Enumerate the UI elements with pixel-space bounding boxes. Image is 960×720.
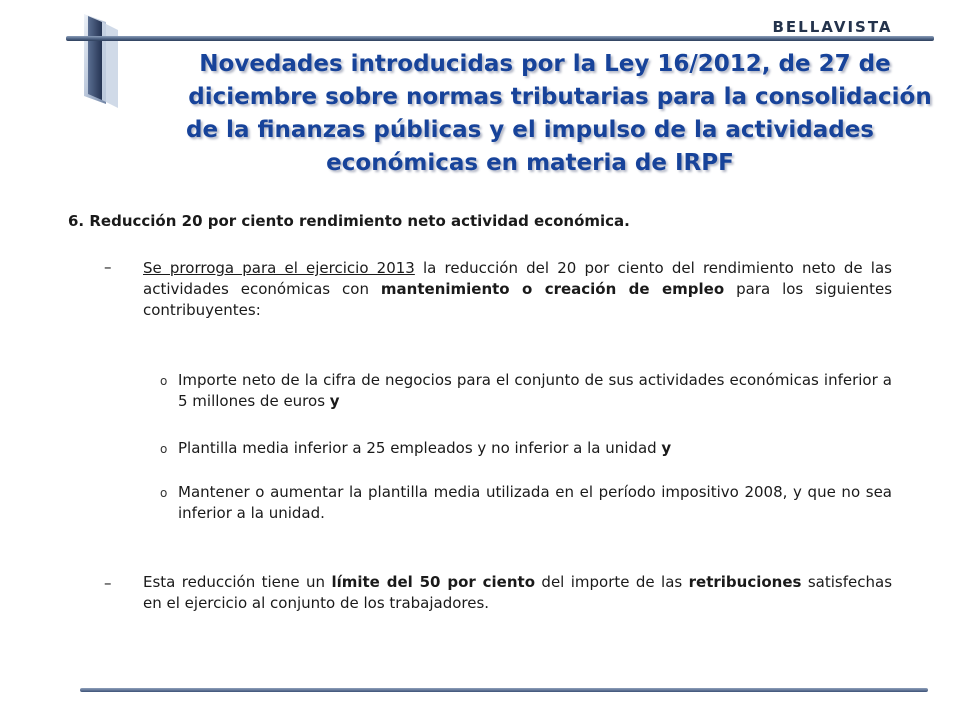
point-2-bold-b: retribuciones [688,573,802,591]
point-2-bold-a: límite del 50 por ciento [331,573,536,591]
circle-bullet-icon: o [160,374,168,388]
subitem-1 [178,370,892,412]
subitem-1-text: Importe neto de la cifra de negocios para el conjunto de sus actividades económicas inferior a 5 millones de euros [178,371,892,410]
point-1-paragraph [143,258,892,321]
point-1-underlined: Se prorroga para el ejercicio 2013 [143,259,415,277]
dash-bullet: – [104,258,112,276]
header-rule [66,36,934,41]
subitem-1-bold: y [329,392,340,410]
footer-rule [80,688,928,692]
dash-bullet: – [104,574,112,592]
subitem-2 [178,438,892,459]
point-2-paragraph [143,572,892,614]
point-2-text-a: Esta reducción tiene un [143,573,332,591]
circle-bullet-icon: o [160,486,168,500]
point-2-text-b: del importe de las [535,573,689,591]
point-1-bold: mantenimiento o creación de empleo [380,280,725,298]
point-1-text-b: para los siguientes contribuyentes: [143,280,893,319]
point-2-text-c: satisfechas en el ejercicio al conjunto de los trabajadores. [143,573,893,612]
circle-bullet-icon: o [160,442,168,456]
title-line-1: Novedades introducidas por la Ley 16/2012, de 27 de [199,51,891,77]
section-heading: 6. Reducción 20 por ciento rendimiento neto actividad económica. [68,212,630,230]
subitem-2-bold: y [661,439,672,457]
point-1-text-a: la reducción del 20 por ciento del rendimiento neto de las actividades económicas con [143,259,892,298]
page-title [110,48,950,180]
title-line-3: de la finanzas públicas y el impulso de la actividades [185,117,874,143]
title-line-4: económicas en materia de IRPF [326,150,734,176]
brand-name: BELLAVISTA [772,18,893,36]
subitem-3-text: Mantener o aumentar la plantilla media utilizada en el período impositivo 2008, y que no sea inferior a la unidad. [178,483,892,522]
subitem-2-text: Plantilla media inferior a 25 empleados y no inferior a la unidad [178,439,662,457]
title-line-2: diciembre sobre normas tributarias para la consolidación [188,84,932,110]
subitem-3 [178,482,892,524]
